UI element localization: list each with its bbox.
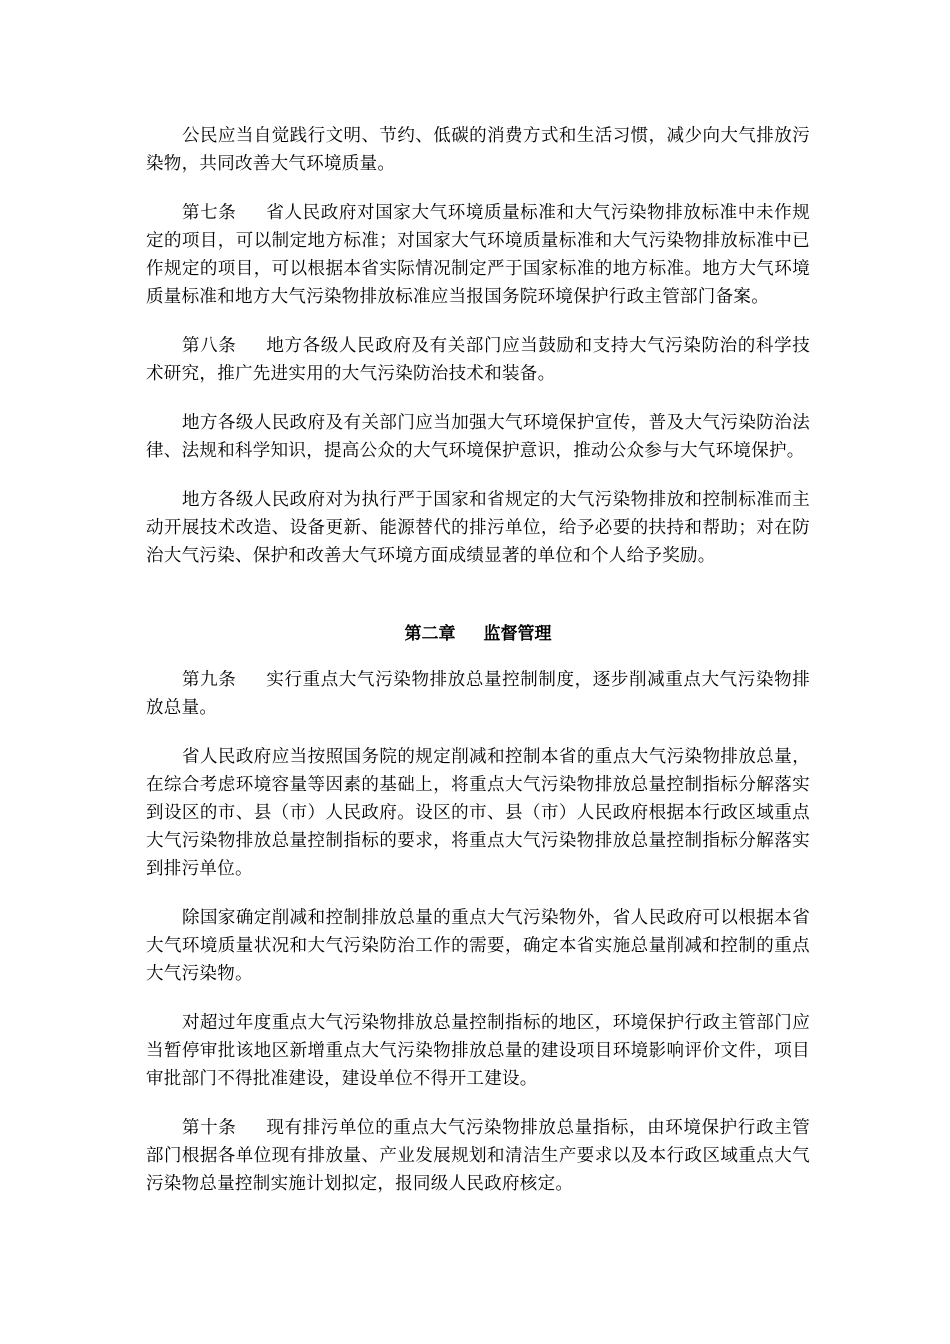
document-page [146,122,810,1219]
paragraph-text: 除国家确定削减和控制排放总量的重点大气污染物外，省人民政府可以根据本省大气环境质量状况和大气污染防治工作的需要，确定本省实施总量削减和控制的重点大气污染物。 [146,908,810,984]
article-number: 第十条 [182,1118,237,1138]
chapter-heading [146,620,810,648]
article-number: 第八条 [182,336,237,356]
article-text: 地方各级人民政府及有关部门应当鼓励和支持大气污染防治的科学技术研究，推广先进实用的大气污染防治技术和装备。 [146,336,811,384]
article-10 [146,1114,810,1198]
paragraph-suspend-approval [146,1009,810,1093]
article-text: 省人民政府对国家大气环境质量标准和大气污染物排放标准中未作规定的项目，可以制定地方标准；对国家大气环境质量标准和大气污染物排放标准中已作规定的项目，可以根据本省实际情况制定严于国家标准的地方标准。地方大气环境质量标准和地方大气污染物排放标准应当报国务院环境保护行政主管部门备案。 [146,203,811,307]
paragraph-total-control [146,743,810,883]
paragraph-support-reward [146,486,810,570]
paragraph-publicity [146,409,810,465]
article-text: 现有排污单位的重点大气污染物排放总量指标，由环境保护行政主管部门根据各单位现有排放量、产业发展规划和清洁生产要求以及本行政区域重点大气污染物总量控制实施计划拟定，报同级人民政府核定。 [146,1118,811,1194]
paragraph-text: 对超过年度重点大气污染物排放总量控制指标的地区，环境保护行政主管部门应当暂停审批该地区新增重点大气污染物排放总量的建设项目环境影响评价文件，项目审批部门不得批准建设，建设单位不得开工建设。 [146,1013,810,1089]
article-9 [146,666,810,722]
chapter-number: 第二章 [404,624,456,644]
article-text: 实行重点大气污染物排放总量控制制度，逐步削减重点大气污染物排放总量。 [146,670,811,718]
paragraph-text: 公民应当自觉践行文明、节约、低碳的消费方式和生活习惯，减少向大气排放污染物，共同改善大气环境质量。 [146,126,810,174]
article-number: 第七条 [182,203,237,223]
article-7 [146,199,810,311]
paragraph-text: 省人民政府应当按照国务院的规定削减和控制本省的重点大气污染物排放总量，在综合考虑环境容量等因素的基础上，将重点大气污染物排放总量控制指标分解落实到设区的市、县（市）人民政府。设区的市、县（市）人民政府根据本行政区域重点大气污染物排放总量控制指标的要求，将重点大气污染物排放总量控制指标分解落实到排污单位。 [146,747,810,879]
article-number: 第九条 [182,670,237,690]
paragraph-citizen-consumption [146,122,810,178]
article-8 [146,332,810,388]
paragraph-provincial-pollutants [146,904,810,988]
paragraph-text: 地方各级人民政府对为执行严于国家和省规定的大气污染物排放和控制标准而主动开展技术改造、设备更新、能源替代的排污单位，给予必要的扶持和帮助；对在防治大气污染、保护和改善大气环境方面成绩显著的单位和个人给予奖励。 [146,490,810,566]
chapter-title: 监督管理 [483,624,552,644]
paragraph-text: 地方各级人民政府及有关部门应当加强大气环境保护宣传，普及大气污染防治法律、法规和科学知识，提高公众的大气环境保护意识，推动公众参与大气环境保护。 [146,413,810,461]
